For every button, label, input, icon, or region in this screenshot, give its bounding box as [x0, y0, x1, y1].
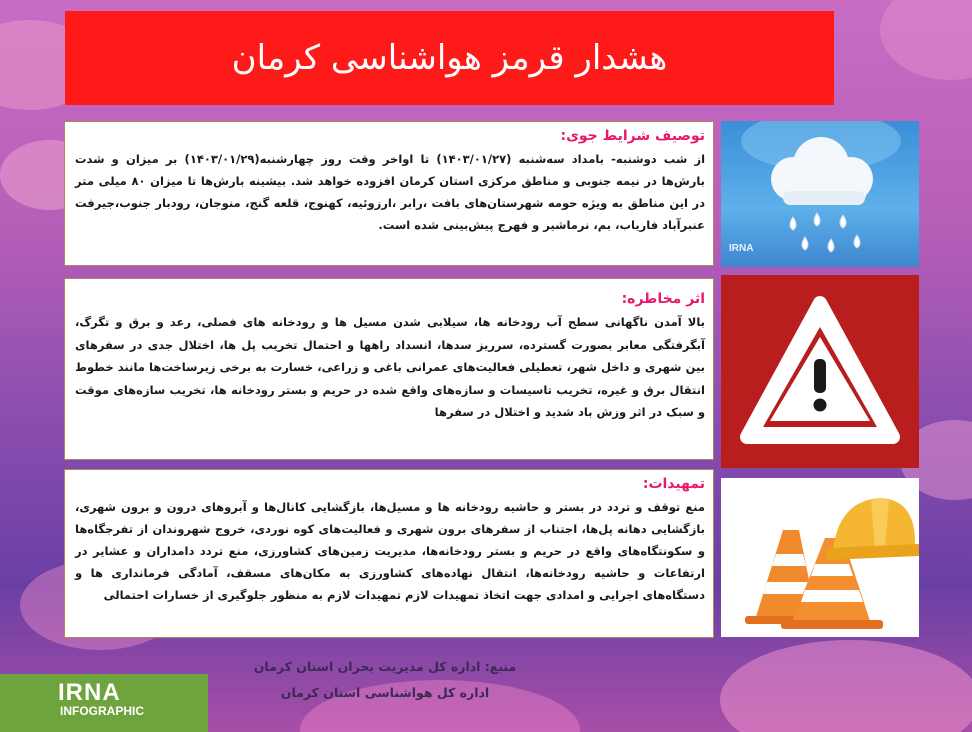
precautions-card	[64, 469, 714, 638]
warning-triangle-icon	[721, 275, 919, 468]
image-watermark: IRNA	[729, 243, 754, 254]
hazard-effects-card	[64, 278, 714, 460]
safety-image	[721, 478, 919, 637]
background-cloud	[880, 0, 972, 80]
brand-subtitle: INFOGRAPHIC	[60, 704, 144, 718]
page-title: هشدار قرمز هواشناسی کرمان	[231, 38, 668, 78]
rain-cloud-image	[721, 121, 919, 267]
section-body: از شب دوشنبه- بامداد سه‌شنبه (۱۴۰۳/۰۱/۲۷) تا اواخر وقت روز چهارشنبه(۱۴۰۳/۰۱/۲۹) بر میزان و شدت بارش‌ها در نیمه جنوبی و مناطق مرکزی استان کرمان افزوده خواهد شد. بیشینه بارش‌ها تا میزان ۸۰ میلی متر در این مناطق به ویژه حومه شهرستان‌های بافت ،رابر ،ارزوئیه، کهنوج، قلعه گنج، منوجان، رودبار جنوب،جیرفت عنبرآباد فاریاب، بم، نرماشیر و فهرج پیش‌بینی شده است.	[75, 152, 706, 232]
background-cloud	[720, 640, 972, 732]
brand-logo	[0, 674, 208, 732]
section-heading: توصیف شرایط جوی:	[560, 128, 705, 144]
section-heading: اثر مخاطره:	[621, 291, 705, 307]
source-credit: منبع: اداره کل مدیریت بحران استان کرمان	[253, 659, 517, 674]
section-body: منع توقف و تردد در بستر و حاشیه رودخانه ها و مسیل‌ها، بازگشایی کانال‌ها و آبروهای درون و برون شهری، بازگشایی دهانه پل‌ها، اجتناب از سفرهای برون شهری و فعالیت‌های کوه نوردی، خروج شهروندان از تفرجگاه‌ها و سکونتگاه‌های واقع در حریم و بستر رودخانه‌ها، مدیریت زمین‌های کشاورزی، منع تردد دامداران و عشایر در ارتفاعات و حاشیه رودخانه‌ها، انتقال نهاده‌های کشاورزی به مکان‌های مسقف، آمادگی فرمانداری ها و دستگاه‌های اجرایی و امدادی جهت اتخاذ تمهیدات لازم تمهیدات لازم به منظور جلوگیری از خسارات احتمالی	[75, 500, 705, 602]
weather-description-card	[64, 121, 714, 266]
warning-image	[721, 275, 919, 468]
safety-helmet-cones-icon	[721, 478, 919, 637]
brand-mark: IRNA	[58, 679, 121, 706]
section-heading: تمهیدات:	[642, 476, 705, 492]
source-credit: اداره کل هواشناسی استان کرمان	[280, 685, 490, 700]
section-body: بالا آمدن ناگهانی سطح آب رودخانه ها، سیلابی شدن مسیل ها و رودخانه های فصلی، رعد و برق و تگرگ، آبگرفتگی معابر بصورت گسترده، سرریز سدها، انسداد راهها و احتمال تخریب پل ها، اختلال جدی در سفرهای بین شهری و داخل شهر، تعطیلی فعالیت‌های عمرانی باغی و زراعی، خسارت به برخی زیرساخت‌ها مانند خطوط انتقال برق و غیره، تخریب تاسیسات و سازه‌های واقع شده در حریم و بستر رودخانه ها، تخریب سازه‌های موقت و سبک در اثر وزش باد شدید و اختلال در سفرها	[75, 315, 705, 419]
title-banner	[65, 11, 834, 105]
